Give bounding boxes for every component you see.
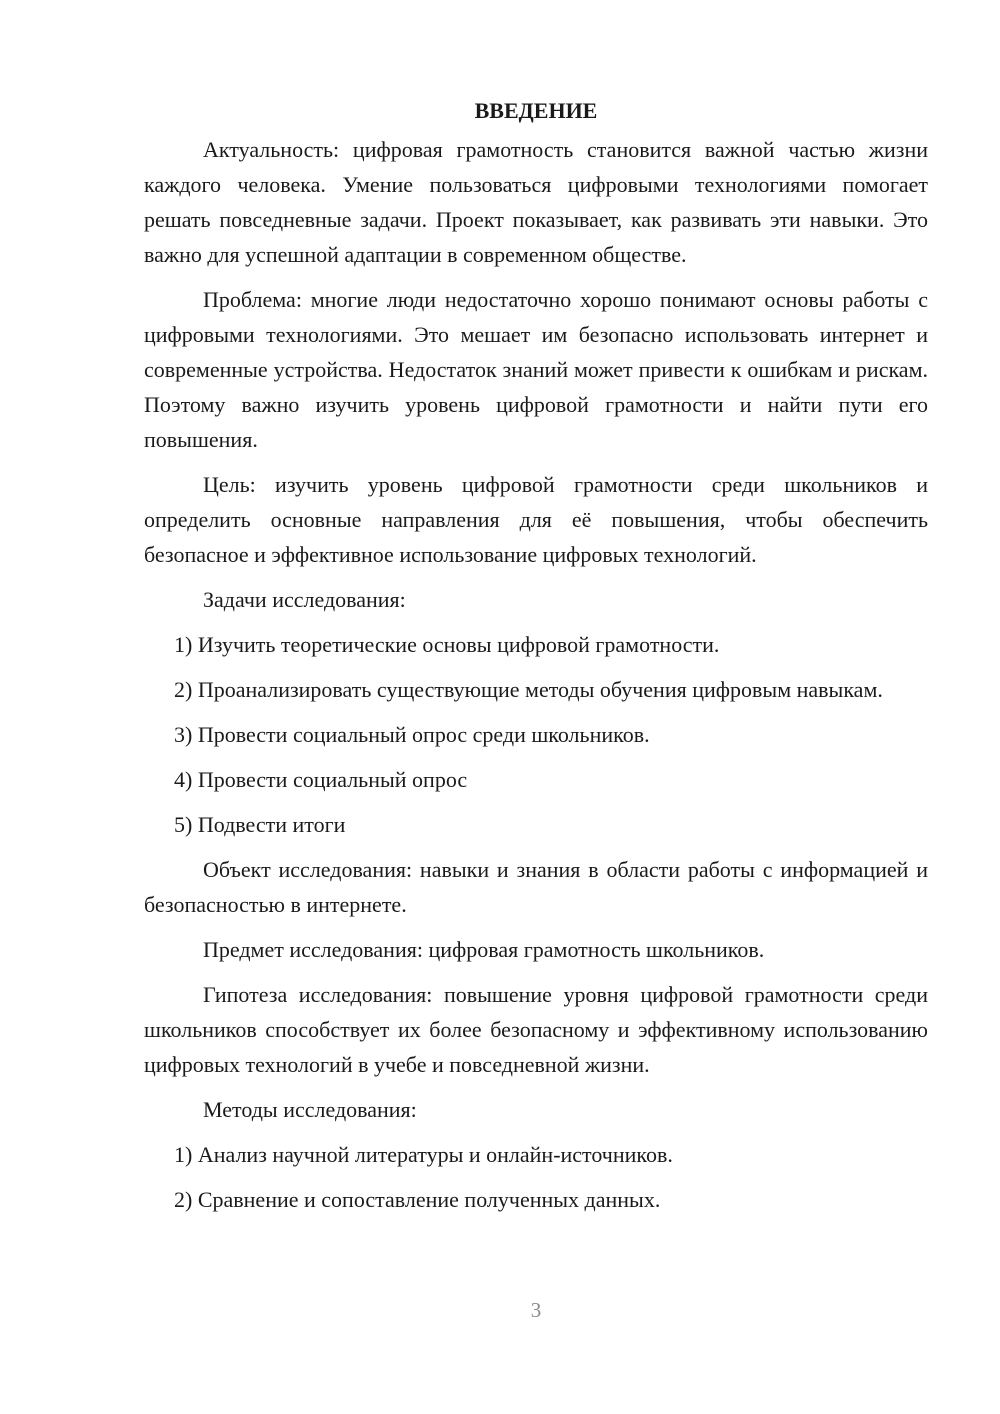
method-item-1: 1) Анализ научной литературы и онлайн-источников. — [174, 1142, 673, 1167]
document-page — [144, 96, 928, 1227]
object-paragraph: Объект исследования: навыки и знания в области работы с информацией и безопасностью в интернете. — [144, 857, 928, 917]
hypothesis-paragraph: Гипотеза исследования: повышение уровня цифровой грамотности среди школьников способствует их более безопасному и эффективному использованию цифровых технологий в учебе и повседневной жизни. — [144, 982, 928, 1077]
task-item-1: 1) Изучить теоретические основы цифровой грамотности. — [174, 632, 720, 657]
task-item-2: 2) Проанализировать существующие методы обучения цифровым навыкам. — [174, 677, 883, 702]
page-number: 3 — [530, 1298, 542, 1322]
problem-paragraph: Проблема: многие люди недостаточно хорошо понимают основы работы с цифровыми технологиями. Это мешает им безопасно использовать интернет и современные устройства. Недостаток знаний может привести к ошибкам и рискам. Поэтому важно изучить уровень цифровой грамотности и найти пути его повышения. — [144, 287, 928, 452]
method-item-2: 2) Сравнение и сопоставление полученных данных. — [174, 1187, 661, 1212]
tasks-heading: Задачи исследования: — [203, 587, 406, 612]
actuality-paragraph: Актуальность: цифровая грамотность становится важной частью жизни каждого человека. Умение пользоваться цифровыми технологиями помогает решать повседневные задачи. Проект показывает, как развивать эти навыки. Это важно для успешной адаптации в современном обществе. — [144, 137, 928, 267]
goal-paragraph: Цель: изучить уровень цифровой грамотности среди школьников и определить основные направления для её повышения, чтобы обеспечить безопасное и эффективное использование цифровых технологий. — [144, 472, 928, 567]
task-item-4: 4) Провести социальный опрос — [174, 767, 468, 792]
section-title: ВВЕДЕНИЕ — [474, 98, 598, 123]
task-item-5: 5) Подвести итоги — [174, 812, 346, 837]
task-item-3: 3) Провести социальный опрос среди школьников. — [174, 722, 650, 747]
subject-paragraph: Предмет исследования: цифровая грамотность школьников. — [203, 937, 765, 962]
methods-heading: Методы исследования: — [203, 1097, 417, 1122]
